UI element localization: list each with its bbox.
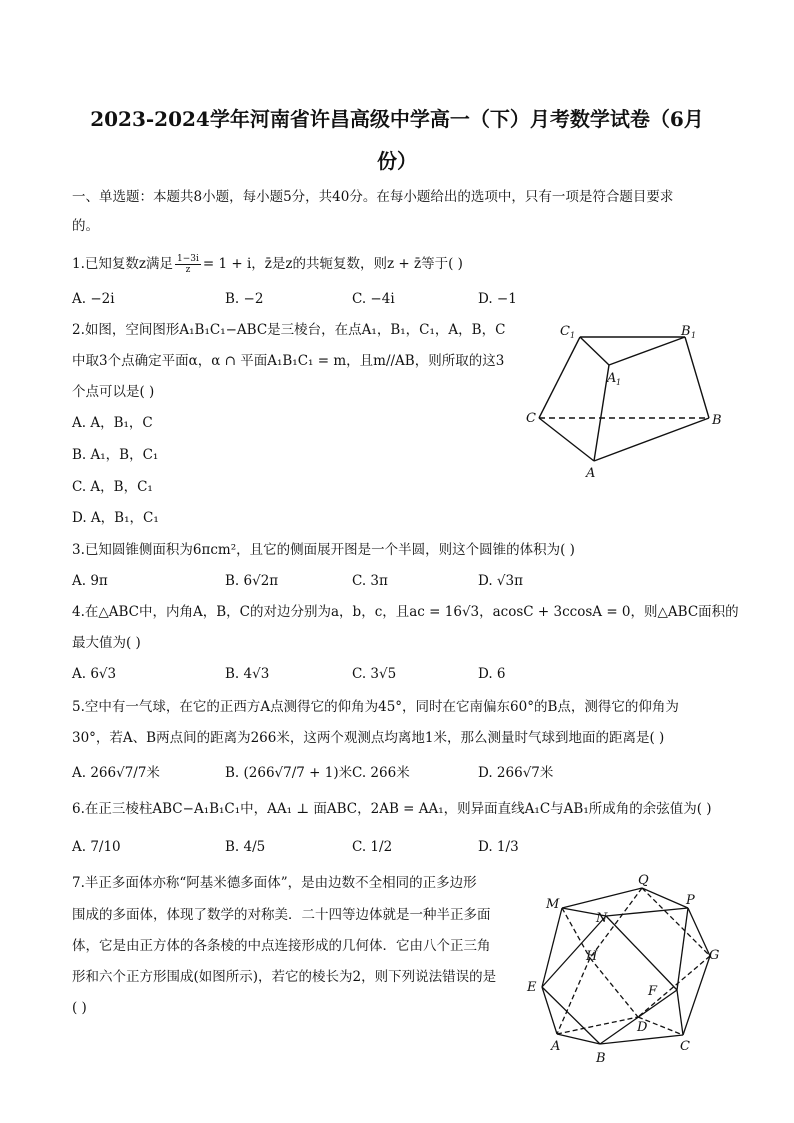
question-7-line-3: 体，它是由正方体的各条棱的中点连接形成的几何体．它由八个正三角 [72, 938, 491, 954]
label-c1: C [560, 324, 570, 339]
q2-option-d: D. A，B₁，C₁ [72, 510, 159, 526]
q1-option-b: B. −2 [225, 291, 264, 307]
question-6: 6.在正三棱柱ABC−A₁B₁C₁中，AA₁ ⊥ 面ABC，2AB = AA₁，则异面直线A₁C与AB₁所成角的余弦值为( ) [72, 801, 712, 817]
section-heading-cont: 的。 [72, 218, 99, 234]
label-a: A [586, 466, 596, 481]
q5-option-b: B. (266√7/7 + 1)米 [225, 765, 353, 781]
question-4-line-1: 4.在△ABC中，内角A，B，C的对边分别为a，b，c，且ac = 16√3，acosC + 3ccosA = 0，则△ABC面积的 [72, 604, 739, 620]
q1-option-d: D. −1 [478, 291, 517, 307]
q1-frac-den: z [185, 265, 191, 275]
section-heading: 一、单选题：本题共8小题，每小题5分，共40分。在每小题给出的选项中，只有一项是符合题目要求 [72, 189, 674, 205]
q4-option-c: C. 3√5 [352, 666, 397, 682]
label-c-poly: C [680, 1039, 690, 1054]
q5-option-c: C. 266米 [352, 765, 410, 781]
q3-option-c: C. 3π [352, 573, 388, 589]
question-5-line-2: 30°，若A、B两点间的距离为266米，这两个观测点均离地1米，那么测量时气球到地面的距离是( ) [72, 730, 665, 746]
q3-option-a: A. 9π [72, 573, 108, 589]
label-m: M [546, 897, 560, 912]
label-a1: A [607, 371, 617, 386]
q6-option-b: B. 4/5 [225, 839, 266, 855]
exam-title [60, 98, 734, 182]
question-2-line-3: 个点可以是( ) [72, 384, 155, 400]
label-b: B [712, 413, 722, 428]
label-a1-sub: 1 [616, 378, 622, 387]
question-7-line-2: 围成的多面体，体现了数学的对称美．二十四等边体就是一种半正多面 [72, 907, 491, 923]
q1-text-a: 1.已知复数z满足 [72, 256, 173, 272]
label-f: F [648, 984, 658, 999]
q4-option-a: A. 6√3 [72, 666, 117, 682]
label-d: D [637, 1020, 648, 1035]
q6-option-a: A. 7/10 [72, 839, 121, 855]
question-5-line-1: 5.空中有一气球，在它的正西方A点测得它的仰角为45°，同时在它南偏东60°的B点，测得它的仰角为 [72, 699, 679, 715]
title-line-2: 份） [377, 149, 417, 173]
frustum-figure [515, 315, 730, 485]
title-line-1: 2023-2024学年河南省许昌高级中学高一（下）月考数学试卷（6月 [90, 107, 704, 131]
q1-fraction [175, 254, 201, 275]
q1-text-b: = 1 + i，z̄是z的共轭复数，则z + z̄等于( ) [202, 256, 463, 272]
question-3: 3.已知圆锥侧面积为6πcm²，且它的侧面展开图是一个半圆，则这个圆锥的体积为( ) [72, 542, 575, 558]
q3-option-b: B. 6√2π [225, 573, 279, 589]
label-q: Q [638, 873, 649, 888]
q5-option-a: A. 266√7/7米 [72, 765, 160, 781]
q1-option-c: C. −4i [352, 291, 395, 307]
label-c: C [526, 411, 536, 426]
label-c1-sub: 1 [570, 331, 576, 340]
polyhedron-figure [520, 872, 730, 1067]
question-7-line-1: 7.半正多面体亦称“阿基米德多面体”，是由边数不全相同的正多边形 [72, 875, 477, 891]
question-7-line-5: ( ) [72, 1000, 87, 1016]
label-g: G [709, 948, 720, 963]
label-e: E [527, 980, 537, 995]
question-2-line-1: 2.如图，空间图形A₁B₁C₁−ABC是三棱台，在点A₁，B₁，C₁，A，B，C [72, 322, 506, 338]
label-b1-sub: 1 [691, 331, 697, 340]
q2-option-a: A. A，B₁，C [72, 415, 153, 431]
label-b1: B [681, 324, 691, 339]
q6-option-d: D. 1/3 [478, 839, 519, 855]
q2-option-c: C. A，B，C₁ [72, 479, 153, 495]
q4-option-b: B. 4√3 [225, 666, 270, 682]
label-h: H [586, 949, 598, 964]
label-a-poly: A [551, 1039, 561, 1054]
q1-frac-num: 1−3i [177, 254, 199, 264]
question-4-line-2: 最大值为( ) [72, 635, 141, 651]
question-7-line-4: 形和六个正方形围成(如图所示)，若它的棱长为2，则下列说法错误的是 [72, 969, 497, 985]
q4-option-d: D. 6 [478, 666, 506, 682]
q2-option-b: B. A₁，B，C₁ [72, 447, 159, 463]
label-n: N [596, 911, 608, 926]
q3-option-d: D. √3π [478, 573, 523, 589]
q5-option-d: D. 266√7米 [478, 765, 554, 781]
question-2-line-2: 中取3个点确定平面α，α ∩ 平面A₁B₁C₁ = m，且m//AB，则所取的这3 [72, 353, 505, 369]
question-1 [72, 254, 463, 275]
label-b-poly: B [596, 1051, 606, 1066]
q6-option-c: C. 1/2 [352, 839, 393, 855]
q1-option-a: A. −2i [72, 291, 115, 307]
label-p: P [686, 893, 695, 908]
